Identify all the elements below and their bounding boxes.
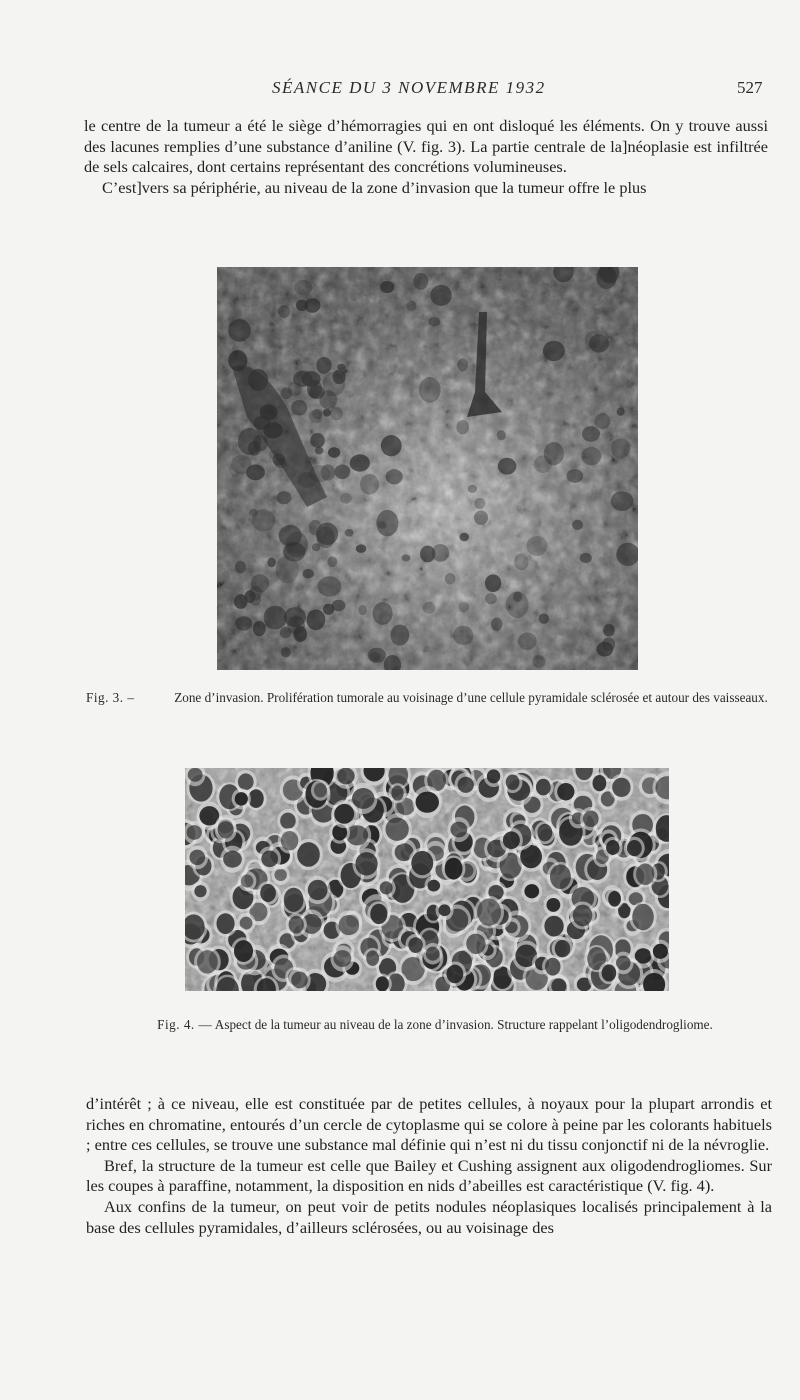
body-text-bottom [86, 1094, 772, 1238]
paragraph: le centre de la tumeur a été le siège d’hémorragies qui en ont disloqué les éléments. On y trouve aussi des lacunes remplies d’une substance d’aniline (V. fig. 3). La partie centrale de la]néoplasie est infiltrée de sels calcaires, dont certains représentant des concrétions volumineuses. [84, 116, 768, 177]
figure-3-label: Fig. 3. – [86, 690, 135, 705]
figure-4-label: Fig. 4. — [157, 1017, 213, 1032]
page-header [0, 78, 800, 102]
figure-4-image [185, 768, 669, 991]
figure-4-caption-text: Aspect de la tumeur au niveau de la zone d’invasion. Structure rappelant l’oligodendrogliome. [214, 1017, 713, 1032]
page-number: 527 [737, 78, 763, 97]
running-head: SÉANCE DU 3 NOVEMBRE 1932 [272, 78, 546, 97]
body-text-top [84, 116, 768, 198]
paragraph: Aux confins de la tumeur, on peut voir de petits nodules néoplasiques localisés principalement à la base des cellules pyramidales, d’ailleurs sclérosées, ou au voisinage des [86, 1196, 772, 1237]
figure-3-caption [86, 690, 776, 705]
paragraph: d’intérêt ; à ce niveau, elle est constituée par de petites cellules, à noyaux pour la plupart arrondis et riches en chromatine, entourés d’un cercle de cytoplasme qui se colore à peine par les colorants habituels ; entre ces cellules, se trouve une substance mal définie qui n’est ni du tissu conjonctif ni de la névroglie. [86, 1094, 772, 1155]
figure-3-image [217, 267, 638, 670]
figure-4-caption [140, 1017, 730, 1032]
figure-3-caption-text: Zone d’invasion. Prolifération tumorale au voisinage d’une cellule pyramidale sclérosée et autour des vaisseaux. [174, 690, 768, 705]
figure-4-micrograph [185, 768, 669, 991]
figure-3-micrograph [217, 267, 638, 670]
paragraph: C’est]vers sa périphérie, au niveau de la zone d’invasion que la tumeur offre le plus [102, 177, 647, 197]
paragraph: Bref, la structure de la tumeur est celle que Bailey et Cushing assignent aux oligodendrogliomes. Sur les coupes à paraffine, notamment, la disposition en nids d’abeilles est caractéristique (V. fig. 4). [86, 1155, 772, 1196]
